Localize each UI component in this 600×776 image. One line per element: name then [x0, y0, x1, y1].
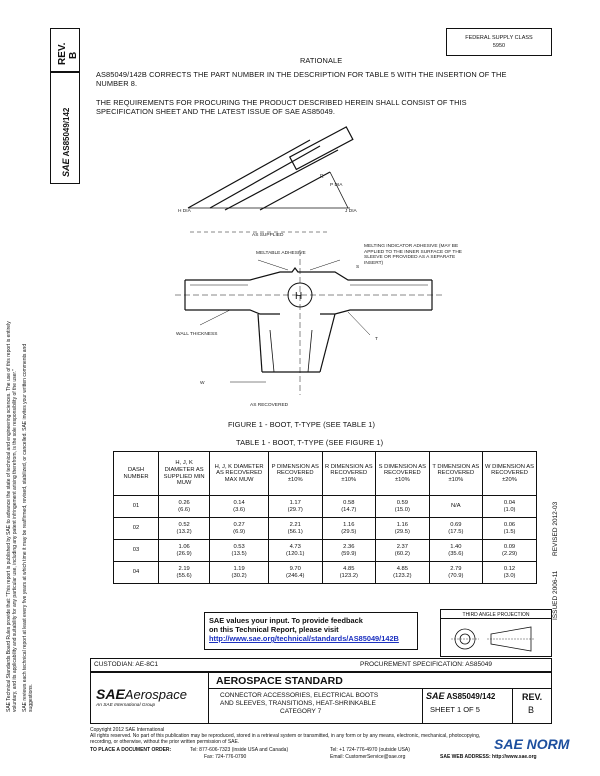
- table-row: [114, 562, 537, 584]
- federal-supply-label: FEDERAL SUPPLY CLASS: [465, 35, 533, 41]
- table-header-cell: DASH NUMBER: [114, 452, 159, 496]
- header-rev-value: B: [68, 51, 79, 59]
- sae-logo-sub: An SAE International Group: [96, 703, 156, 708]
- footer-rev-value: B: [528, 705, 535, 715]
- table-cell: 1.19 (30.2): [210, 562, 269, 584]
- margin-notice-1: [6, 152, 34, 712]
- order-email: Email: CustomerService@sae.org: [330, 754, 406, 760]
- table-cell: 0.06 (1.5): [483, 518, 537, 540]
- revised-date: REVISED 2012-03: [552, 501, 559, 556]
- table-cell: 4.85 (123.2): [376, 562, 430, 584]
- table-cell: 4.85 (123.2): [322, 562, 376, 584]
- table-cell: N/A: [429, 496, 482, 518]
- table-dash-cell: 02: [114, 518, 159, 540]
- table-cell: 1.40 (35.6): [429, 540, 482, 562]
- header-rev-label: REV.: [57, 42, 68, 65]
- margin-notice-text-2: voluntary, and its applicability and suitability for any particular use, including any patent infringement arising therefrom, is the sole responsibility of the user.": [12, 369, 18, 712]
- table-header-cell: H, J, K DIAMETER AS SUPPLIED MIN MUW: [159, 452, 210, 496]
- table-cell: 0.52 (13.2): [159, 518, 210, 540]
- svg-text:AS SUPPLIED: AS SUPPLIED: [252, 233, 284, 238]
- custodian-text: CUSTODIAN: AE-8C1: [94, 661, 159, 668]
- table-cell: 0.69 (17.5): [429, 518, 482, 540]
- table-header-cell: T DIMENSION AS RECOVERED ±10%: [429, 452, 482, 496]
- table-header-cell: R DIMENSION AS RECOVERED ±10%: [322, 452, 376, 496]
- projection-symbol-icon: [451, 624, 541, 654]
- table-cell: 2.37 (60.2): [376, 540, 430, 562]
- table-cell: 9.70 (246.4): [268, 562, 322, 584]
- table-cell: 0.04 (1.0): [483, 496, 537, 518]
- table-cell: 0.53 (13.5): [210, 540, 269, 562]
- issued-date: ISSUED 2006-11: [552, 570, 559, 620]
- figure-caption: FIGURE 1 - BOOT, T-TYPE (SEE TABLE 1): [228, 420, 376, 429]
- table-cell: 1.16 (29.5): [376, 518, 430, 540]
- watermark-logo: SAE NORM: [494, 736, 570, 752]
- rationale-para1: AS85049/142B CORRECTS THE PART NUMBER IN THE DESCRIPTION FOR TABLE 5 WITH THE INSERTION OF THE NUMBER 8.: [96, 70, 507, 88]
- sae-logo: SAEAerospace An SAE International Group: [96, 686, 187, 708]
- table-cell: 0.26 (6.6): [159, 496, 210, 518]
- svg-text:T: T: [375, 337, 378, 342]
- svg-text:MELTABLE ADHESIVE: MELTABLE ADHESIVE: [256, 251, 306, 256]
- svg-text:J DIA: J DIA: [345, 209, 357, 214]
- figure-note-right: MELTING INDICATOR ADHESIVE (MAY BE APPLIED TO THE INNER SURFACE OF THE SLEEVE OR PROVIDED AS A SEPARATE INSERT): [364, 244, 463, 266]
- svg-text:R: R: [320, 174, 324, 180]
- table-cell: 0.12 (3.0): [483, 562, 537, 584]
- doc-number: SAE AS85049/142: [426, 691, 496, 701]
- table-cell: 0.14 (3.6): [210, 496, 269, 518]
- table-cell: 0.27 (6.9): [210, 518, 269, 540]
- table-cell: 2.21 (56.1): [268, 518, 322, 540]
- svg-text:H: H: [295, 291, 303, 302]
- rationale-para2: THE REQUIREMENTS FOR PROCURING THE PRODUCT DESCRIBED HEREIN SHALL CONSIST OF THIS SPECIFICATION SHEET AND THE LATEST ISSUE OF SAE AS85049.: [96, 98, 467, 116]
- table-cell: 2.19 (55.6): [159, 562, 210, 584]
- margin-notice-text-3: SAE reviews each technical report at least every five years at which time it may be reaffirmed, revised, stabilized, or cancelled. SAE invites your written comments and: [22, 343, 28, 712]
- table-row: [114, 518, 537, 540]
- header-docnum-box: [50, 72, 80, 184]
- svg-text:WALL THICKNESS: WALL THICKNESS: [176, 332, 218, 337]
- projection-label: THIRD ANGLE PROJECTION: [441, 612, 551, 619]
- table-cell: 0.59 (15.0): [376, 496, 430, 518]
- table-header-cell: P DIMENSION AS RECOVERED ±10%: [268, 452, 322, 496]
- table-cell: 4.73 (120.1): [268, 540, 322, 562]
- table-dash-cell: 03: [114, 540, 159, 562]
- order-fax: Fax: 724-776-0790: [204, 754, 247, 760]
- table-header-row: [114, 452, 537, 496]
- table-caption: TABLE 1 - BOOT, T-TYPE (SEE FIGURE 1): [236, 438, 384, 447]
- header-doc-number: SAE AS85049/142: [61, 107, 71, 177]
- feedback-line2: on this Technical Report, please visit: [209, 625, 339, 634]
- projection-box: [440, 609, 552, 657]
- margin-notice-text-4: suggestions.: [28, 683, 34, 712]
- feedback-link[interactable]: http://www.sae.org/technical/standards/AS85049/142B: [209, 634, 399, 643]
- table-header-cell: W DIMENSION AS RECOVERED ±20%: [483, 452, 537, 496]
- table-dash-cell: 01: [114, 496, 159, 518]
- margin-notice-text-1: SAE Technical Standards Board Rules provide that: "This report is published by SAE to advance the state of technical and engineering sciences. The use of this report is entirely: [6, 321, 12, 712]
- footer-rev-label: REV.: [522, 692, 543, 702]
- copyright-block: Copyright 2012 SAE International All rights reserved. No part of this publication may be reproduced, stored in a retrieval system or transmitted, in any form or by any means, electronic, mechanical, photocopying, recording, or otherwise, without the prior written permission of SAE.: [90, 727, 481, 745]
- sheet-number: SHEET 1 OF 5: [430, 705, 480, 714]
- svg-text:W: W: [200, 381, 205, 386]
- table-cell: 1.16 (29.5): [322, 518, 376, 540]
- svg-text:S: S: [356, 265, 360, 270]
- order-label: TO PLACE A DOCUMENT ORDER:: [90, 747, 172, 753]
- table-cell: 1.06 (26.9): [159, 540, 210, 562]
- federal-supply-box: [446, 28, 552, 56]
- svg-text:H DIA: H DIA: [178, 209, 191, 214]
- table-cell: 0.09 (2.29): [483, 540, 537, 562]
- doc-description: CONNECTOR ACCESSORIES, ELECTRICAL BOOTS AND SLEEVES, TRANSITIONS, HEAT-SHRINKABLE CATEGORY 7: [220, 692, 379, 715]
- table-row: [114, 496, 537, 518]
- svg-text:P DIA: P DIA: [330, 183, 343, 188]
- table-header-cell: H, J, K DIAMETER AS RECOVERED MAX MUW: [210, 452, 269, 496]
- table-dash-cell: 04: [114, 562, 159, 584]
- table-header-cell: S DIMENSION AS RECOVERED ±10%: [376, 452, 430, 496]
- table-cell: 1.17 (29.7): [268, 496, 322, 518]
- table-cell: 0.58 (14.7): [322, 496, 376, 518]
- order-tel2: Tel: +1 724-776-4970 (outside USA): [330, 747, 410, 753]
- standard-title: AEROSPACE STANDARD: [216, 675, 343, 687]
- header-rev-box: [50, 28, 80, 72]
- rationale-title: RATIONALE: [300, 56, 343, 65]
- feedback-box: [204, 612, 418, 650]
- table-row: [114, 540, 537, 562]
- feedback-line1: SAE values your input. To provide feedback: [209, 616, 363, 625]
- table-cell: 2.36 (59.9): [322, 540, 376, 562]
- dimension-table: [113, 451, 537, 584]
- table-cell: 2.79 (70.9): [429, 562, 482, 584]
- svg-text:AS RECOVERED: AS RECOVERED: [250, 403, 289, 408]
- federal-supply-value: 5950: [492, 43, 506, 49]
- order-web: SAE WEB ADDRESS: http://www.sae.org: [440, 754, 537, 760]
- procurement-text: PROCUREMENT SPECIFICATION: AS85049: [360, 661, 492, 668]
- order-tel1: Tel: 877-606-7323 (inside USA and Canada): [190, 747, 289, 753]
